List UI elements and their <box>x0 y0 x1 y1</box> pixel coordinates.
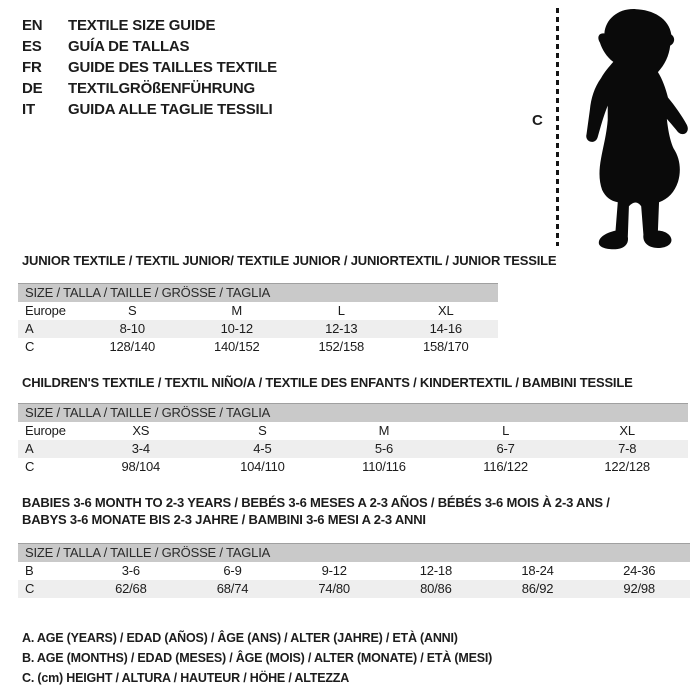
cell-value: 152/158 <box>318 339 365 354</box>
size-table <box>18 543 690 598</box>
legend-notes <box>22 628 492 688</box>
cell-value: 3-4 <box>131 441 150 456</box>
section-title-line: BABIES 3-6 MONTH TO 2-3 YEARS / BEBÉS 3-6 MESES A 2-3 AÑOS / BÉBÉS 3-6 MOIS À 2-3 ANS / <box>22 495 610 510</box>
cell-value: XL <box>437 303 454 318</box>
toddler-figure <box>520 0 700 256</box>
table-row <box>18 338 498 356</box>
language-code: EN <box>22 17 43 34</box>
cell-value: 116/122 <box>483 459 528 474</box>
row-label: C <box>25 339 35 354</box>
sections <box>18 252 694 598</box>
table-row <box>18 422 688 440</box>
cell-value: L <box>502 423 510 438</box>
row-label: Europe <box>25 423 66 438</box>
height-measure-line <box>556 8 559 246</box>
height-measure-label: C <box>532 112 543 129</box>
size-header-band: SIZE / TALLA / TAILLE / GRÖSSE / TAGLIA <box>18 283 498 302</box>
language-row <box>22 99 277 120</box>
language-code: FR <box>22 59 42 76</box>
language-code: ES <box>22 38 42 55</box>
language-code: IT <box>22 101 35 118</box>
row-label: A <box>25 321 34 336</box>
cell-value: 18-24 <box>521 563 554 578</box>
section-title <box>18 252 694 269</box>
cell-value: S <box>128 303 137 318</box>
row-label: C <box>25 581 35 596</box>
table-row <box>18 440 688 458</box>
cell-value: 14-16 <box>429 321 462 336</box>
cell-value: XL <box>619 423 635 438</box>
cell-value: 5-6 <box>374 441 394 456</box>
section-title-line: CHILDREN'S TEXTILE / TEXTIL NIÑO/A / TEXTILE DES ENFANTS / KINDERTEXTIL / BAMBINI TESSILE <box>22 375 633 390</box>
cell-value: 8-10 <box>119 321 145 336</box>
section-title <box>18 494 694 528</box>
section-title <box>18 374 694 391</box>
cell-value: 122/128 <box>604 459 650 474</box>
language-row <box>22 36 277 57</box>
cell-value: 128/140 <box>109 339 156 354</box>
table-row <box>18 302 498 320</box>
cell-value: 158/170 <box>422 339 469 354</box>
cell-value: 6-9 <box>223 563 242 578</box>
table-row <box>18 320 498 338</box>
language-code: DE <box>22 80 43 97</box>
language-row <box>22 78 277 99</box>
row-label: Europe <box>25 303 66 318</box>
cell-value: 110/116 <box>362 459 406 474</box>
legend-note: C. (cm) HEIGHT / ALTURA / HAUTEUR / HÖHE / ALTEZZA <box>22 671 350 685</box>
cell-value: 3-6 <box>121 563 140 578</box>
section-title-line: JUNIOR TEXTILE / TEXTIL JUNIOR/ TEXTILE JUNIOR / JUNIORTEXTIL / JUNIOR TESSILE <box>22 253 557 268</box>
toddler-silhouette-icon <box>562 6 700 250</box>
legend-note: A. AGE (YEARS) / EDAD (AÑOS) / ÂGE (ANS) / ALTER (JAHRE) / ETÀ (ANNI) <box>22 631 458 645</box>
legend-note: B. AGE (MONTHS) / EDAD (MESES) / ÂGE (MOIS) / ALTER (MONATE) / ETÀ (MESI) <box>22 651 493 665</box>
cell-value: 7-8 <box>618 441 637 456</box>
cell-value: 98/104 <box>121 459 161 474</box>
cell-value: 24-36 <box>623 563 656 578</box>
table-row <box>18 458 688 476</box>
cell-value: 68/74 <box>216 581 249 596</box>
size-table <box>18 403 688 476</box>
cell-value: 92/98 <box>623 581 655 596</box>
size-header-band: SIZE / TALLA / TAILLE / GRÖSSE / TAGLIA <box>18 543 690 562</box>
language-list <box>22 15 277 120</box>
cell-value: M <box>231 303 243 318</box>
cell-value: M <box>378 423 390 438</box>
cell-value: 140/152 <box>213 339 260 354</box>
cell-value: 86/92 <box>521 581 554 596</box>
cell-value: 4-5 <box>253 441 272 456</box>
size-header-band: SIZE / TALLA / TAILLE / GRÖSSE / TAGLIA <box>18 403 688 422</box>
table-row <box>18 580 690 598</box>
cell-value: 12-13 <box>325 321 358 336</box>
row-label: A <box>25 441 34 456</box>
cell-value: XS <box>132 423 150 438</box>
language-row <box>22 15 277 36</box>
cell-value: 80/86 <box>420 581 452 596</box>
size-table <box>18 283 498 356</box>
cell-value: 12-18 <box>419 563 452 578</box>
language-label: GUIDE DES TAILLES TEXTILE <box>68 59 277 76</box>
cell-value: 62/68 <box>115 581 147 596</box>
language-row <box>22 57 277 78</box>
size-section <box>18 374 694 476</box>
section-title-line: BABYS 3-6 MONATE BIS 2-3 JAHRE / BAMBINI 3-6 MESI A 2-3 ANNI <box>22 512 426 527</box>
size-section <box>18 494 694 598</box>
language-label: TEXTILGRÖßENFÜHRUNG <box>68 80 256 97</box>
cell-value: 9-12 <box>321 563 347 578</box>
cell-value: L <box>337 303 345 318</box>
cell-value: 74/80 <box>318 581 350 596</box>
cell-value: 6-7 <box>496 441 515 456</box>
language-label: TEXTILE SIZE GUIDE <box>68 17 216 34</box>
cell-value: 10-12 <box>220 321 253 336</box>
language-label: GUIDA ALLE TAGLIE TESSILI <box>68 101 273 118</box>
language-label: GUÍA DE TALLAS <box>68 38 190 55</box>
size-section <box>18 252 694 356</box>
row-label: B <box>25 563 34 578</box>
cell-value: S <box>258 423 267 438</box>
table-row <box>18 562 690 580</box>
row-label: C <box>25 459 35 474</box>
cell-value: 104/110 <box>240 459 285 474</box>
